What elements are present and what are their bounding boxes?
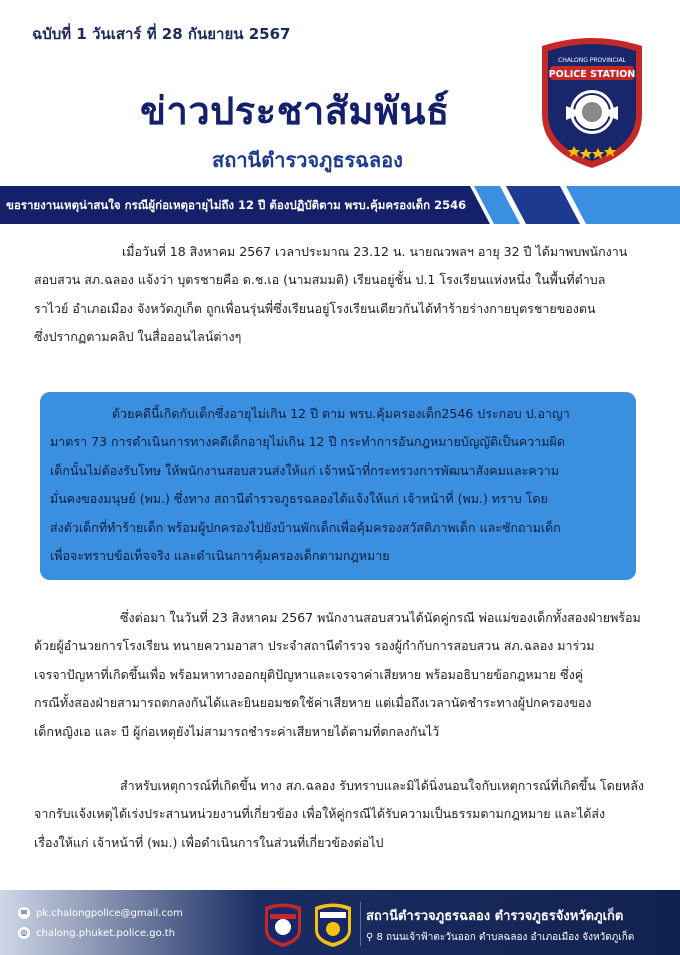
- page-title: ข่าวประชาสัมพันธ์: [140, 89, 450, 133]
- police-station-logo-icon: [262, 902, 304, 948]
- footer-address: [366, 930, 634, 945]
- paragraph-line: สำหรับเหตุการณ์ที่เกิดขึ้น ทาง สภ.ฉลอง รับทราบและมิได้นิ่งนอนใจกับเหตุการณ์ที่เกิดขึ้น โดยหลัง: [120, 778, 645, 793]
- paragraph-line: มั่นคงของมนุษย์ (พม.) ซึ่งทาง สถานีตำรวจภูธรฉลองได้แจ้งให้แก่ เจ้าหน้าที่ (พม.) ทราบ โดย: [50, 491, 548, 507]
- paragraph-line: เด็กหญิงเอ และ บี ผู้ก่อเหตุยังไม่สามารถชำระค่าเสียหายได้ตามที่ตกลงกันไว้: [34, 723, 440, 739]
- footer-email-text[interactable]: pk.chalongpolice@gmail.com: [36, 907, 183, 919]
- issue-date: ฉบับที่ 1 วันเสาร์ ที่ 28 กันยายน 2567: [32, 25, 291, 43]
- paragraph-line: ด้วยผู้อำนวยการโรงเรียน ทนายความอาสา ประจำสถานีตำรวจ รองผู้กำกับการสอบสวน สภ.ฉลอง มาร่วม: [34, 638, 595, 654]
- paragraph-line: เรื่องให้แก่ เจ้าหน้าที่ (พม.) เพื่อดำเนินการในส่วนที่เกี่ยวข้องต่อไป: [34, 834, 384, 850]
- paragraph-line: ราไวย์ อำเภอเมือง จังหวัดภูเก็ต ถูกเพื่อนรุ่นพี่ซึ่งเรียนอยู่โรงเรียนเดียวกันได้ทำร้ายร่างกายบุตรชายของตน: [34, 300, 596, 316]
- paragraph-1: [34, 238, 646, 352]
- footer-email[interactable]: [18, 907, 183, 919]
- paragraph-4: [34, 772, 654, 857]
- footer-website-text[interactable]: chalong.phuket.police.go.th: [36, 927, 176, 939]
- footer-address-text: 8 ถนนเจ้าฟ้าตะวันออก ตำบลฉลอง อำเภอเมือง จังหวัดภูเก็ต: [376, 932, 635, 943]
- paragraph-line: ซึ่งต่อมา ในวันที่ 23 สิงหาคม 2567 พนักงานสอบสวนได้นัดคู่กรณี พ่อแม่ของเด็กทั้งสองฝ่ายพร้อม: [120, 610, 641, 625]
- paragraph-line: มาตรา 73 การดำเนินการทางคดีเด็กอายุไม่เกิน 12 ปี กระทำการอันกฎหมายบัญญัติเป็นความผิด: [50, 434, 565, 450]
- paragraph-line: เด็กนั้นไม่ต้องรับโทษ ให้พนักงานสอบสวนส่งให้แก่ เจ้าหน้าที่กระทรวงการพัฒนาสังคมและความ: [50, 462, 559, 478]
- globe-icon: ◎: [18, 927, 30, 939]
- paragraph-line: ซึ่งปรากฏตามคลิป ในสื่อออนไลน์ต่างๆ: [34, 329, 242, 345]
- badge-arc-text: CHALONG PROVINCIAL: [558, 57, 626, 64]
- paragraph-line: ส่งตัวเด็กที่ทำร้ายเด็ก พร้อมผู้ปกครองไปยังบ้านพักเด็กเพื่อคุ้มครองสวัสดิภาพเด็ก และซักถามเด็ก: [50, 519, 561, 535]
- paragraph-line: เพื่อจะทราบข้อเท็จจริง และดำเนินการคุ้มครองเด็กตามกฎหมาย: [50, 548, 390, 564]
- location-pin-icon: ⚲: [366, 932, 374, 943]
- page-subtitle: สถานีตำรวจภูธรฉลอง: [212, 148, 403, 172]
- paragraph-line: ด้วยคดีนี้เกิดกับเด็กซึ่งอายุไม่เกิน 12 ปี ตาม พรบ.คุ้มครองเด็ก2546 ประกอบ ป.อาญา: [112, 406, 570, 421]
- paragraph-line: เมื่อวันที่ 18 สิงหาคม 2567 เวลาประมาณ 23.12 น. นายณวพลฯ อายุ 32 ปี ได้มาพบพนักงาน: [122, 244, 628, 259]
- paragraph-line: จากรับแจ้งเหตุได้เร่งประสานหน่วยงานที่เกี่ยวข้อง เพื่อให้คู่กรณีได้รับความเป็นธรรมตามกฎหมาย และได้ส่ง: [34, 806, 606, 822]
- paragraph-line: เจรจาปัญหาที่เกิดขึ้นเพื่อ พร้อมหาทางออกยุติปัญหาและเจรจาค่าเสียหาย พร้อมอธิบายข้อกฎหมาย ซึ่งคู่: [34, 666, 584, 682]
- paragraph-line: สอบสวน สภ.ฉลอง แจ้งว่า บุตรชายคือ ด.ช.เอ (นามสมมติ) เรียนอยู่ชั้น ป.1 โรงเรียนแห่งหนึ่ง ในพื้นที่ตำบล: [34, 272, 606, 288]
- badge-label: POLICE STATION: [548, 69, 636, 80]
- email-icon: ✉: [18, 907, 30, 919]
- police-emblem-icon: [536, 36, 648, 172]
- footer-title: สถานีตำรวจภูธรฉลอง ตำรวจภูธรจังหวัดภูเก็ต: [366, 909, 624, 924]
- paragraph-2-highlighted: [50, 400, 640, 570]
- provincial-police-logo-icon: [312, 902, 354, 948]
- banner-headline: ขอรายงานเหตุน่าสนใจ กรณีผู้ก่อเหตุอายุไม่ถึง 12 ปี ต้องปฏิบัติตาม พรบ.คุ้มครองเด็ก 2546: [6, 198, 467, 212]
- paragraph-line: กรณีทั้งสองฝ่ายสามารถตกลงกันได้และยินยอมชดใช้ค่าเสียหาย แต่เมื่อถึงเวลานัดชำระทางผู้ปกครองของ: [34, 695, 592, 711]
- paragraph-3: [34, 604, 654, 746]
- footer-divider: [360, 902, 361, 946]
- footer-website[interactable]: [18, 927, 175, 939]
